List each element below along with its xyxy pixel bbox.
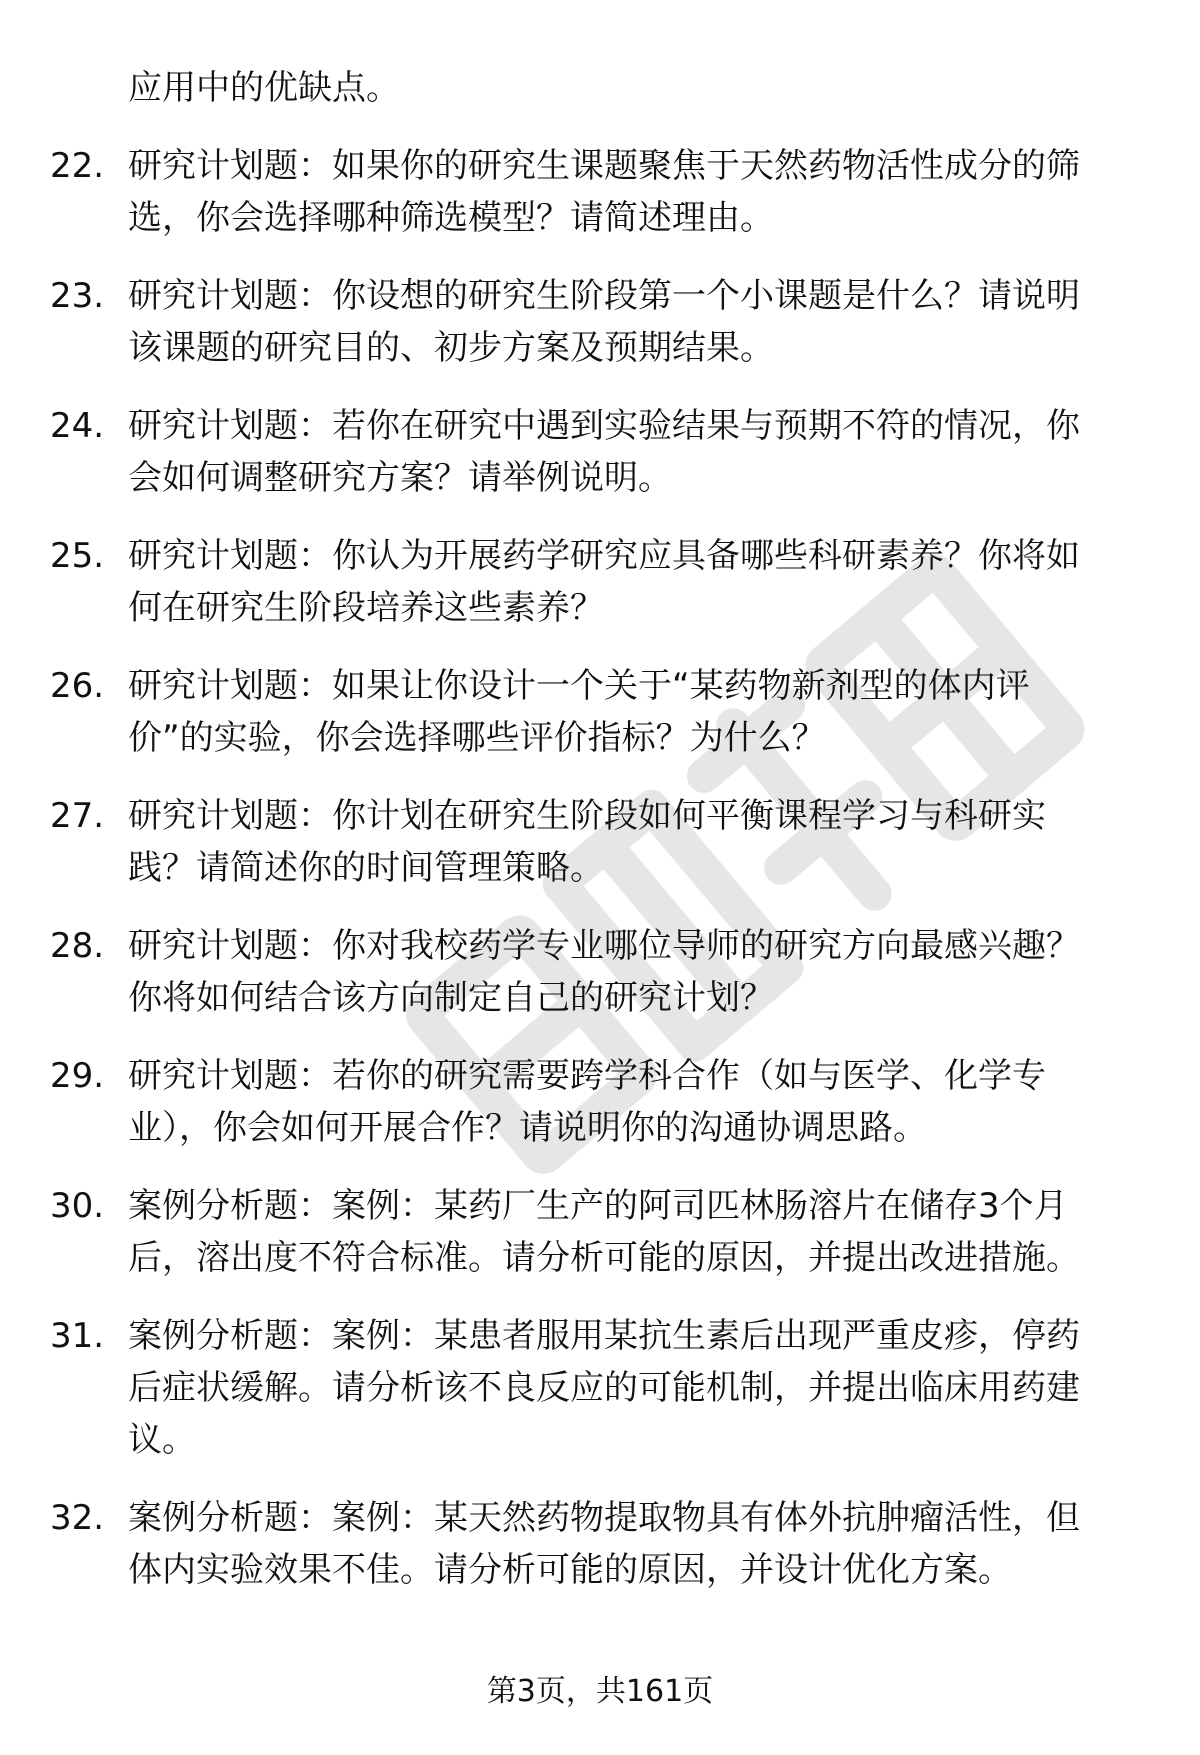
question-line: 研究计划题：你设想的研究生阶段第一个小课题是什么？请说明 bbox=[128, 276, 1080, 316]
question-number: 31. bbox=[50, 1316, 105, 1356]
question-number: 23. bbox=[50, 276, 105, 316]
question-line: 价”的实验，你会选择哪些评价指标？为什么？ bbox=[128, 718, 826, 758]
question-line: 研究计划题：若你在研究中遇到实验结果与预期不符的情况，你 bbox=[128, 406, 1080, 446]
question-item bbox=[0, 1492, 1200, 1596]
question-text bbox=[128, 1492, 1140, 1596]
question-line: 案例分析题：案例：某患者服用某抗生素后出现严重皮疹，停药 bbox=[128, 1316, 1080, 1356]
question-text bbox=[128, 1310, 1140, 1466]
question-item bbox=[0, 790, 1200, 894]
question-text bbox=[128, 400, 1140, 504]
question-line: 后，溶出度不符合标准。请分析可能的原因，并提出改进措施。 bbox=[128, 1238, 1080, 1278]
question-line: 案例分析题：案例：某药厂生产的阿司匹林肠溶片在储存3个月 bbox=[128, 1186, 1068, 1226]
question-text bbox=[128, 790, 1140, 894]
question-text bbox=[128, 530, 1140, 634]
question-line: 会如何调整研究方案？请举例说明。 bbox=[128, 458, 672, 498]
question-number: 26. bbox=[50, 666, 105, 706]
question-item bbox=[0, 1050, 1200, 1154]
question-line: 研究计划题：如果你的研究生课题聚焦于天然药物活性成分的筛 bbox=[128, 146, 1080, 186]
question-line: 研究计划题：你计划在研究生阶段如何平衡课程学习与科研实 bbox=[128, 796, 1046, 836]
question-text bbox=[128, 1180, 1140, 1284]
question-line: 你将如何结合该方向制定自己的研究计划？ bbox=[128, 978, 774, 1018]
question-item bbox=[0, 400, 1200, 504]
question-line: 案例分析题：案例：某天然药物提取物具有体外抗肿瘤活性，但 bbox=[128, 1498, 1080, 1538]
question-text bbox=[128, 270, 1140, 374]
question-list bbox=[0, 140, 1200, 1622]
question-item bbox=[0, 530, 1200, 634]
question-line: 践？请简述你的时间管理策略。 bbox=[128, 848, 604, 888]
question-line: 业），你会如何开展合作？请说明你的沟通协调思路。 bbox=[128, 1108, 927, 1148]
question-line: 该课题的研究目的、初步方案及预期结果。 bbox=[128, 328, 774, 368]
question-item bbox=[0, 660, 1200, 764]
question-line: 研究计划题：如果让你设计一个关于“某药物新剂型的体内评 bbox=[128, 666, 1030, 706]
continuation-text: 应用中的优缺点。 bbox=[128, 68, 400, 108]
question-item bbox=[0, 140, 1200, 244]
page-footer: 第3页，共161页 bbox=[486, 1674, 714, 1709]
question-number: 30. bbox=[50, 1186, 105, 1226]
question-number: 27. bbox=[50, 796, 105, 836]
question-number: 22. bbox=[50, 146, 105, 186]
question-number: 32. bbox=[50, 1498, 105, 1538]
question-item bbox=[0, 270, 1200, 374]
question-text bbox=[128, 920, 1140, 1024]
question-item bbox=[0, 920, 1200, 1024]
question-item bbox=[0, 1180, 1200, 1284]
question-line: 何在研究生阶段培养这些素养？ bbox=[128, 588, 604, 628]
question-text bbox=[128, 660, 1140, 764]
question-number: 24. bbox=[50, 406, 105, 446]
question-item bbox=[0, 1310, 1200, 1466]
question-line: 选，你会选择哪种筛选模型？请简述理由。 bbox=[128, 198, 774, 238]
question-line: 体内实验效果不佳。请分析可能的原因，并设计优化方案。 bbox=[128, 1550, 1012, 1590]
question-line: 研究计划题：若你的研究需要跨学科合作（如与医学、化学专 bbox=[128, 1056, 1046, 1096]
question-line: 议。 bbox=[128, 1420, 196, 1460]
question-line: 后症状缓解。请分析该不良反应的可能机制，并提出临床用药建 bbox=[128, 1368, 1080, 1408]
question-text bbox=[128, 1050, 1140, 1154]
question-number: 29. bbox=[50, 1056, 105, 1096]
question-text bbox=[128, 140, 1140, 244]
question-number: 28. bbox=[50, 926, 105, 966]
question-number: 25. bbox=[50, 536, 105, 576]
question-line: 研究计划题：你对我校药学专业哪位导师的研究方向最感兴趣？ bbox=[128, 926, 1080, 966]
question-line: 研究计划题：你认为开展药学研究应具备哪些科研素养？你将如 bbox=[128, 536, 1080, 576]
